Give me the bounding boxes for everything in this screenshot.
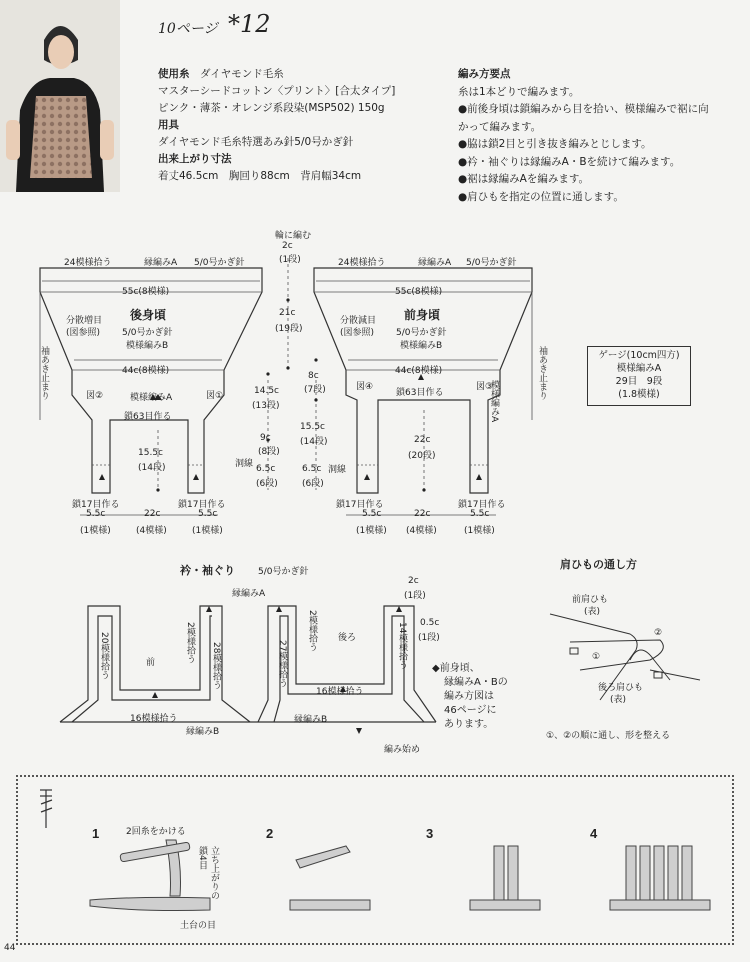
size: 着丈46.5cm 胸回り88cm 背肩幅34cm (158, 170, 362, 182)
h6-5-left: 6.5c (256, 464, 276, 474)
gauge-count: 29目 9段 (615, 376, 663, 387)
front-hook: 5/0号かぎ針 (466, 258, 517, 268)
back-hook-2: 5/0号かぎ針 (122, 328, 173, 338)
yarn-brand: ダイヤモンド毛糸 (200, 68, 284, 80)
yarn-heading: 使用糸 (158, 68, 190, 80)
page-reference: 10ページ (158, 21, 218, 37)
step-1: 1 (92, 826, 100, 841)
base-label: 土台の目 (180, 921, 217, 931)
increase-label: 分散増目 (66, 316, 103, 326)
h22: 22c (414, 435, 431, 445)
pattern-number: *12 (228, 10, 271, 38)
point-line: ●脇は鎖2目と引き抜き編みとじします。 (458, 138, 652, 150)
start-label: 編み始め (384, 745, 421, 755)
collar-2c: 2c (408, 576, 419, 586)
r8: (8段) (258, 447, 280, 457)
back-strap-side: (表) (610, 695, 627, 705)
p1-b: (1模様) (192, 526, 223, 536)
gauge-repeat: (1.8模様) (618, 389, 660, 400)
armhole-stop-left: 袖あき止まり (39, 346, 49, 400)
pickup-2-right: 2模様拾う (307, 610, 317, 652)
r19: (19段) (275, 324, 303, 334)
pickup-16-right: 16模様拾う (316, 687, 364, 697)
back-width-top: 55c(8模様) (122, 287, 170, 297)
collar-edge-a: 縁編みA (232, 589, 266, 599)
back-label: 後ろ (338, 633, 357, 643)
w5-5-b: 5.5c (198, 509, 218, 519)
wrap-label: 2回糸をかける (126, 827, 186, 837)
collar-1row-b: (1段) (418, 633, 440, 643)
back-title: 後身頃 (130, 308, 167, 322)
front-label: 前 (146, 658, 156, 668)
chain17-1: 鎖17目作る (72, 500, 120, 510)
pickup-16-left: 16模様拾う (130, 714, 178, 724)
back-pickup: 24模様拾う (64, 258, 112, 268)
h15-5-back: 15.5c (138, 448, 163, 458)
strap-note: ①、②の順に通し、形を整える (546, 731, 671, 741)
strap-title: 肩ひもの通し方 (560, 558, 637, 571)
cut-line-right: 洞線 (328, 465, 347, 475)
back-strap: 後ろ肩ひも (598, 683, 644, 693)
front-pattern-a: 模様編みA (489, 380, 499, 423)
decrease-label: 分散減目 (340, 316, 377, 326)
h9: 9c (260, 433, 271, 443)
r20: (20段) (408, 451, 436, 461)
note-line: 編み方図は (444, 691, 494, 702)
gauge-title: ゲージ(10cm四方) (598, 350, 680, 361)
h6-5-right: 6.5c (302, 464, 322, 474)
pickup-20: 20模様拾う (99, 632, 109, 680)
points-heading: 編み方要点 (458, 68, 511, 80)
collar-1row: (1段) (404, 591, 426, 601)
note-line: 46ページに (444, 705, 497, 716)
front-title: 前身頃 (404, 308, 441, 322)
p4-front: (4模様) (406, 526, 437, 536)
front-strap-side: (表) (584, 607, 601, 617)
yarn-name: マスターシードコットン〈プリント〉[合太タイプ] (158, 85, 396, 97)
h21: 21c (279, 308, 296, 318)
front-width-top: 55c(8模様) (395, 287, 443, 297)
rise-label: 立ち上がりの (209, 846, 219, 900)
step-3: 3 (426, 826, 434, 841)
front-hook-2: 5/0号かぎ針 (396, 328, 447, 338)
point-line: ●衿・袖ぐりは縁編みA・Bを続けて編みます。 (458, 155, 681, 168)
chain4-label: 鎖4目 (197, 846, 207, 870)
size-heading: 出来上がり寸法 (158, 153, 232, 165)
r14-front: (14段) (300, 437, 328, 447)
pickup-28: 28模様拾う (211, 642, 221, 690)
chain17-4: 鎖17目作る (458, 500, 506, 510)
collar-0-5c: 0.5c (420, 618, 440, 628)
step-2: 2 (266, 826, 274, 841)
chain17-2: 鎖17目作る (178, 500, 226, 510)
back-width-mid: 44c(8模様) (122, 366, 170, 376)
back-chain-63: 鎖63目作る (124, 412, 172, 422)
w22-front: 22c (414, 509, 431, 519)
top-rows: (1段) (279, 255, 301, 265)
w5-5-a: 5.5c (86, 509, 106, 519)
front-width-mid: 44c(8模様) (395, 366, 443, 376)
cut-line-left: 洞線 (235, 459, 254, 469)
note-line: 縁編みA・Bの (444, 677, 508, 688)
p4-back: (4模様) (136, 526, 167, 536)
h8: 8c (308, 371, 319, 381)
point-line: ●裾は縁編みAを編みます。 (458, 173, 590, 185)
tools: ダイヤモンド毛糸特選あみ針5/0号かぎ針 (158, 136, 354, 148)
yarn-color: ピンク・薄茶・オレンジ系段染(MSP502) 150g (158, 102, 385, 114)
back-edge-a: 縁編みA (144, 258, 178, 268)
p1-c: (1模様) (356, 526, 387, 536)
r7: (7段) (304, 385, 326, 395)
front-chain-63: 鎖63目作る (396, 388, 444, 398)
strap-step-2: ② (654, 628, 663, 638)
front-pattern: 模様編みB (400, 341, 443, 351)
increase-ref: (図参照) (66, 328, 101, 338)
front-strap: 前肩ひも (572, 595, 609, 605)
r6-left: (6段) (256, 479, 278, 489)
w5-5-d: 5.5c (470, 509, 490, 519)
pickup-14: 14模様拾う (397, 622, 407, 670)
w5-5-c: 5.5c (362, 509, 382, 519)
top-height: 2c (282, 241, 293, 251)
gauge-pattern: 模様編みA (616, 363, 662, 374)
note-line: ◆前身頃、 (432, 663, 480, 674)
fig-4: 図④ (356, 382, 374, 392)
point-line: かって編みます。 (458, 120, 542, 133)
pickup-27: 27模様拾う (277, 640, 287, 688)
fig-3: 図③ (476, 382, 494, 392)
back-pattern: 模様編みB (126, 341, 169, 351)
collar-title: 衿・袖ぐり (180, 564, 235, 577)
pickup-2-left: 2模様拾う (185, 622, 195, 664)
tools-heading: 用具 (158, 119, 179, 131)
strap-step-1: ① (592, 652, 601, 662)
w22-back: 22c (144, 509, 161, 519)
back-pattern-a: 模様編みA (130, 393, 173, 403)
collar-hook: 5/0号かぎ針 (258, 567, 309, 577)
r6-right: (6段) (302, 479, 324, 489)
r13: (13段) (252, 401, 280, 411)
collar-edge-b-2: 縁編みB (294, 715, 328, 725)
h14-5: 14.5c (254, 386, 279, 396)
fig-2: 図② (86, 391, 104, 401)
point-line: ●前後身頃は鎖編みから目を拾い、模様編みで裾に向 (458, 103, 709, 115)
fig-1: 図① (206, 391, 224, 401)
point-line: ●肩ひもを指定の位置に通します。 (458, 190, 624, 203)
note-line: あります。 (444, 719, 494, 730)
page-number: 44 (4, 943, 16, 953)
back-hook: 5/0号かぎ針 (194, 258, 245, 268)
point-line: 糸は1本どりで編みます。 (458, 85, 580, 98)
front-pickup: 24模様拾う (338, 258, 386, 268)
front-edge-a: 縁編みA (418, 258, 452, 268)
r14-back: (14段) (138, 463, 166, 473)
chain17-3: 鎖17目作る (336, 500, 384, 510)
ring-label: 輪に編む (275, 231, 312, 241)
decrease-ref: (図参照) (340, 328, 375, 338)
p1-a: (1模様) (80, 526, 111, 536)
step-4: 4 (590, 826, 598, 841)
p1-d: (1模様) (464, 526, 495, 536)
armhole-stop-right: 袖あき止まり (537, 346, 547, 400)
collar-edge-b-1: 縁編みB (186, 727, 220, 737)
h15-5-front: 15.5c (300, 422, 325, 432)
